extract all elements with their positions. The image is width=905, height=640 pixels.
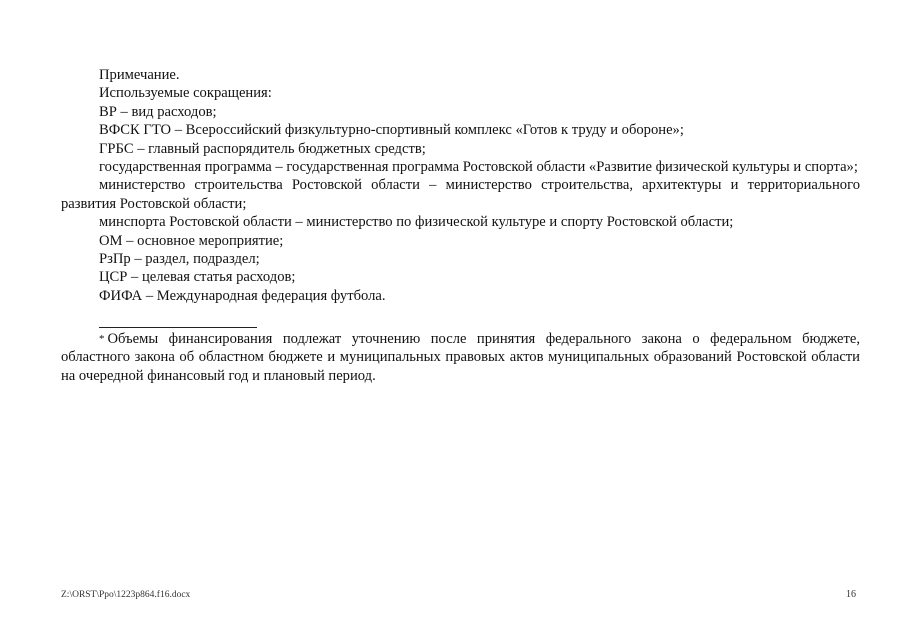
- footnote-separator: [99, 327, 257, 328]
- abbreviation-item: министерство строительства Ростовской области – министерство строительства, архитектуры и территориального развития Ростовской области;: [61, 177, 860, 212]
- note-heading: Примечание.: [99, 67, 180, 83]
- footnote: [61, 330, 860, 385]
- footer-file-path: Z:\ORST\Ppo\1223p864.f16.docx: [61, 590, 191, 600]
- abbreviation-item: ФИФА – Международная федерация футбола.: [99, 287, 386, 304]
- abbreviations-heading: Используемые сокращения:: [99, 85, 272, 102]
- abbreviation-item: государственная программа – государственная программа Ростовской области «Развитие физической культуры и спорта»;: [99, 159, 858, 176]
- footnote-text: Объемы финансирования подлежат уточнению после принятия федерального закона о федеральном бюджете, областного закона об областном бюджете и муниципальных правовых актов муниципальных образований Ростовской области на очередной финансовый год и плановый период.: [61, 331, 860, 384]
- footer-page-number: 16: [846, 589, 856, 600]
- notes-section: [61, 66, 860, 305]
- footnote-mark: *: [99, 333, 105, 345]
- footnote-paragraph: [61, 330, 860, 385]
- abbreviation-item: ОМ – основное мероприятие;: [99, 232, 284, 249]
- abbreviation-item: минспорта Ростовской области – министерство по физической культуре и спорту Ростовской области;: [99, 214, 734, 231]
- abbreviation-item: ВР – вид расходов;: [99, 103, 217, 120]
- abbreviation-item: ГРБС – главный распорядитель бюджетных средств;: [99, 140, 426, 157]
- abbreviation-item: РзПр – раздел, подраздел;: [99, 251, 260, 268]
- abbreviation-item: ЦСР – целевая статья расходов;: [99, 269, 296, 286]
- abbreviation-item: ВФСК ГТО – Всероссийский физкультурно-спортивный комплекс «Готов к труду и обороне»;: [99, 122, 684, 139]
